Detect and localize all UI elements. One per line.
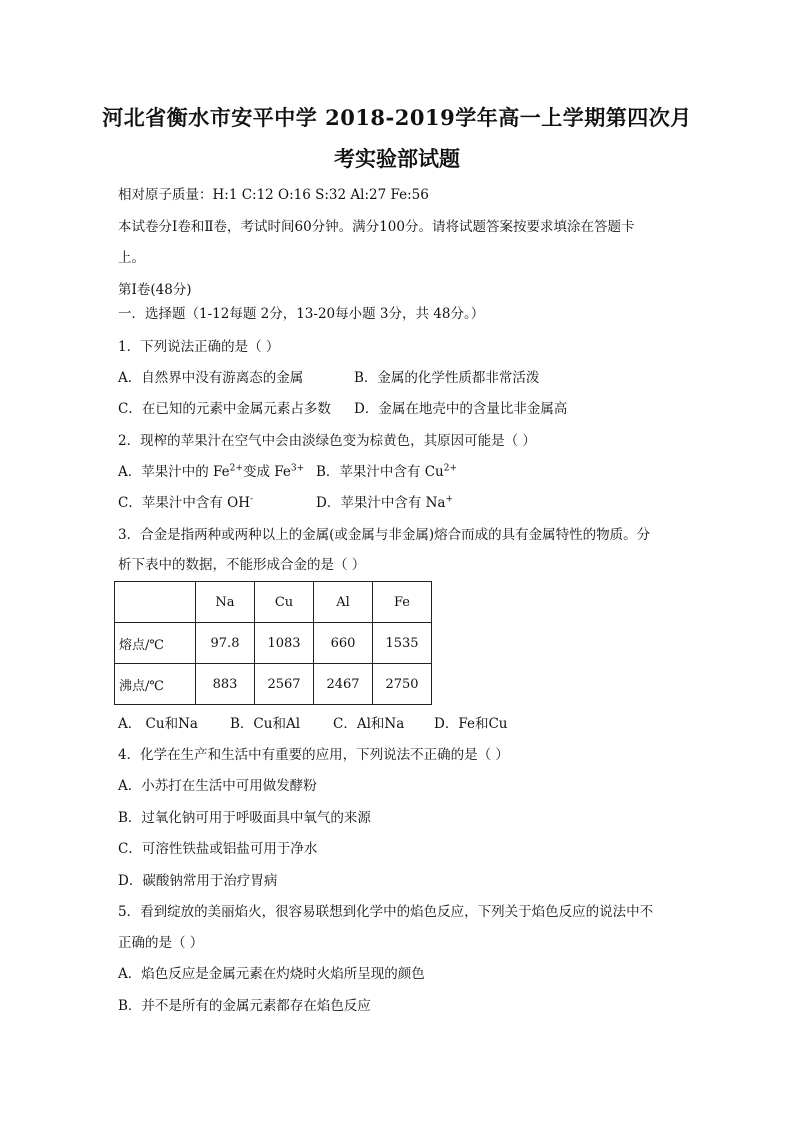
question-1-option-c: C．在已知的元素中金属元素占多数	[118, 401, 331, 417]
table-header-cell	[115, 582, 196, 623]
question-1-option-b: B．金属的化学性质都非常活泼	[354, 370, 540, 386]
question-2-option-b: B．苹果汁中含有 $Cu^{2+}$	[316, 463, 458, 480]
section-one-heading: 一．选择题（1-12每题 2分，13-20每小题 3分，共 48分。）	[118, 306, 485, 322]
question-5-option-a: A．焰色反应是金属元素在灼烧时火焰所呈现的颜色	[118, 966, 425, 982]
question-4-option-c: C．可溶性铁盐或铝盐可用于净水	[118, 841, 318, 857]
table-row	[115, 664, 432, 705]
question-4-option-a: A．小苏打在生活中可用做发酵粉	[118, 778, 317, 794]
table-cell: 1535	[373, 623, 432, 664]
question-4-stem: 4．化学在生产和生活中有重要的应用，下列说法不正确的是（ ）	[118, 747, 509, 763]
table-row	[115, 623, 432, 664]
table-cell: 2567	[255, 664, 314, 705]
question-5-option-b: B．并不是所有的金属元素都存在焰色反应	[118, 998, 371, 1014]
table-cell: 660	[314, 623, 373, 664]
question-2-options-row-1	[118, 463, 457, 481]
table-header-cell: Cu	[255, 582, 314, 623]
exam-title-line-1: 河北省衡水市安平中学 2018-2019学年高一上学期第四次月	[102, 105, 692, 130]
question-3-option-a: A． Cu和Na	[118, 716, 198, 732]
question-2-stem: 2．现榨的苹果汁在空气中会由淡绿色变为棕黄色，其原因可能是（ ）	[118, 433, 536, 449]
question-3-option-d: D．Fe和Cu	[434, 716, 508, 732]
question-3-stem-line-2: 析下表中的数据，不能形成合金的是（ ）	[118, 557, 366, 573]
table-cell: 883	[196, 664, 255, 705]
question-1-options-row-1	[118, 369, 539, 387]
table-row-label: 沸点/℃	[115, 664, 196, 705]
table-cell: 97.8	[196, 623, 255, 664]
table-row-label: 熔点/℃	[115, 623, 196, 664]
table-cell: 1083	[255, 623, 314, 664]
table-header-cell: Al	[314, 582, 373, 623]
question-5-stem-line-2: 正确的是（ ）	[118, 935, 204, 951]
table-header-cell: Na	[196, 582, 255, 623]
question-3-options-row	[118, 715, 507, 733]
question-1-options-row-2	[118, 400, 567, 418]
question-1-option-d: D．金属在地壳中的含量比非金属高	[354, 401, 568, 417]
atomic-mass-line: 相对原子质量：H:1 C:12 O:16 S:32 Al:27 Fe:56	[118, 187, 429, 203]
question-1-option-a: A．自然界中没有游离态的金属	[118, 370, 304, 386]
table-header-cell: Fe	[373, 582, 432, 623]
table-header-row	[115, 582, 432, 623]
question-1-stem: 1．下列说法正确的是（ ）	[118, 339, 280, 355]
instructions-line-2: 上。	[118, 250, 145, 266]
question-4-option-b: B．过氧化钠可用于呼吸面具中氧气的来源	[118, 810, 371, 826]
table-cell: 2750	[373, 664, 432, 705]
instructions-line-1: 本试卷分Ⅰ卷和Ⅱ卷，考试时间60分钟。满分100分。请将试题答案按要求填涂在答题卡	[118, 219, 635, 235]
question-5-stem-line-1: 5．看到绽放的美丽焰火，很容易联想到化学中的焰色反应，下列关于焰色反应的说法中不	[118, 904, 654, 920]
exam-title-line-2: 考实验部试题	[334, 146, 460, 171]
question-2-option-c: C．苹果汁中含有 OH-	[118, 494, 254, 511]
question-2-option-d: D．苹果汁中含有 Na+	[316, 494, 454, 511]
question-3-stem-line-1: 3．合金是指两种或两种以上的金属(或金属与非金属)熔合而成的具有金属特性的物质。分	[118, 527, 651, 543]
question-3-option-c: C．Al和Na	[333, 716, 405, 732]
melting-boiling-point-table	[114, 581, 432, 705]
question-3-option-b: B．Cu和Al	[230, 716, 301, 732]
question-2-options-row-2	[118, 494, 453, 512]
question-4-option-d: D．碳酸钠常用于治疗胃病	[118, 873, 278, 889]
table-cell: 2467	[314, 664, 373, 705]
part-one-heading: 第Ⅰ卷(48分)	[118, 282, 192, 298]
question-2-option-a: A．苹果汁中的 $Fe^{2+}$变成 $Fe^{3+}$	[118, 463, 305, 480]
